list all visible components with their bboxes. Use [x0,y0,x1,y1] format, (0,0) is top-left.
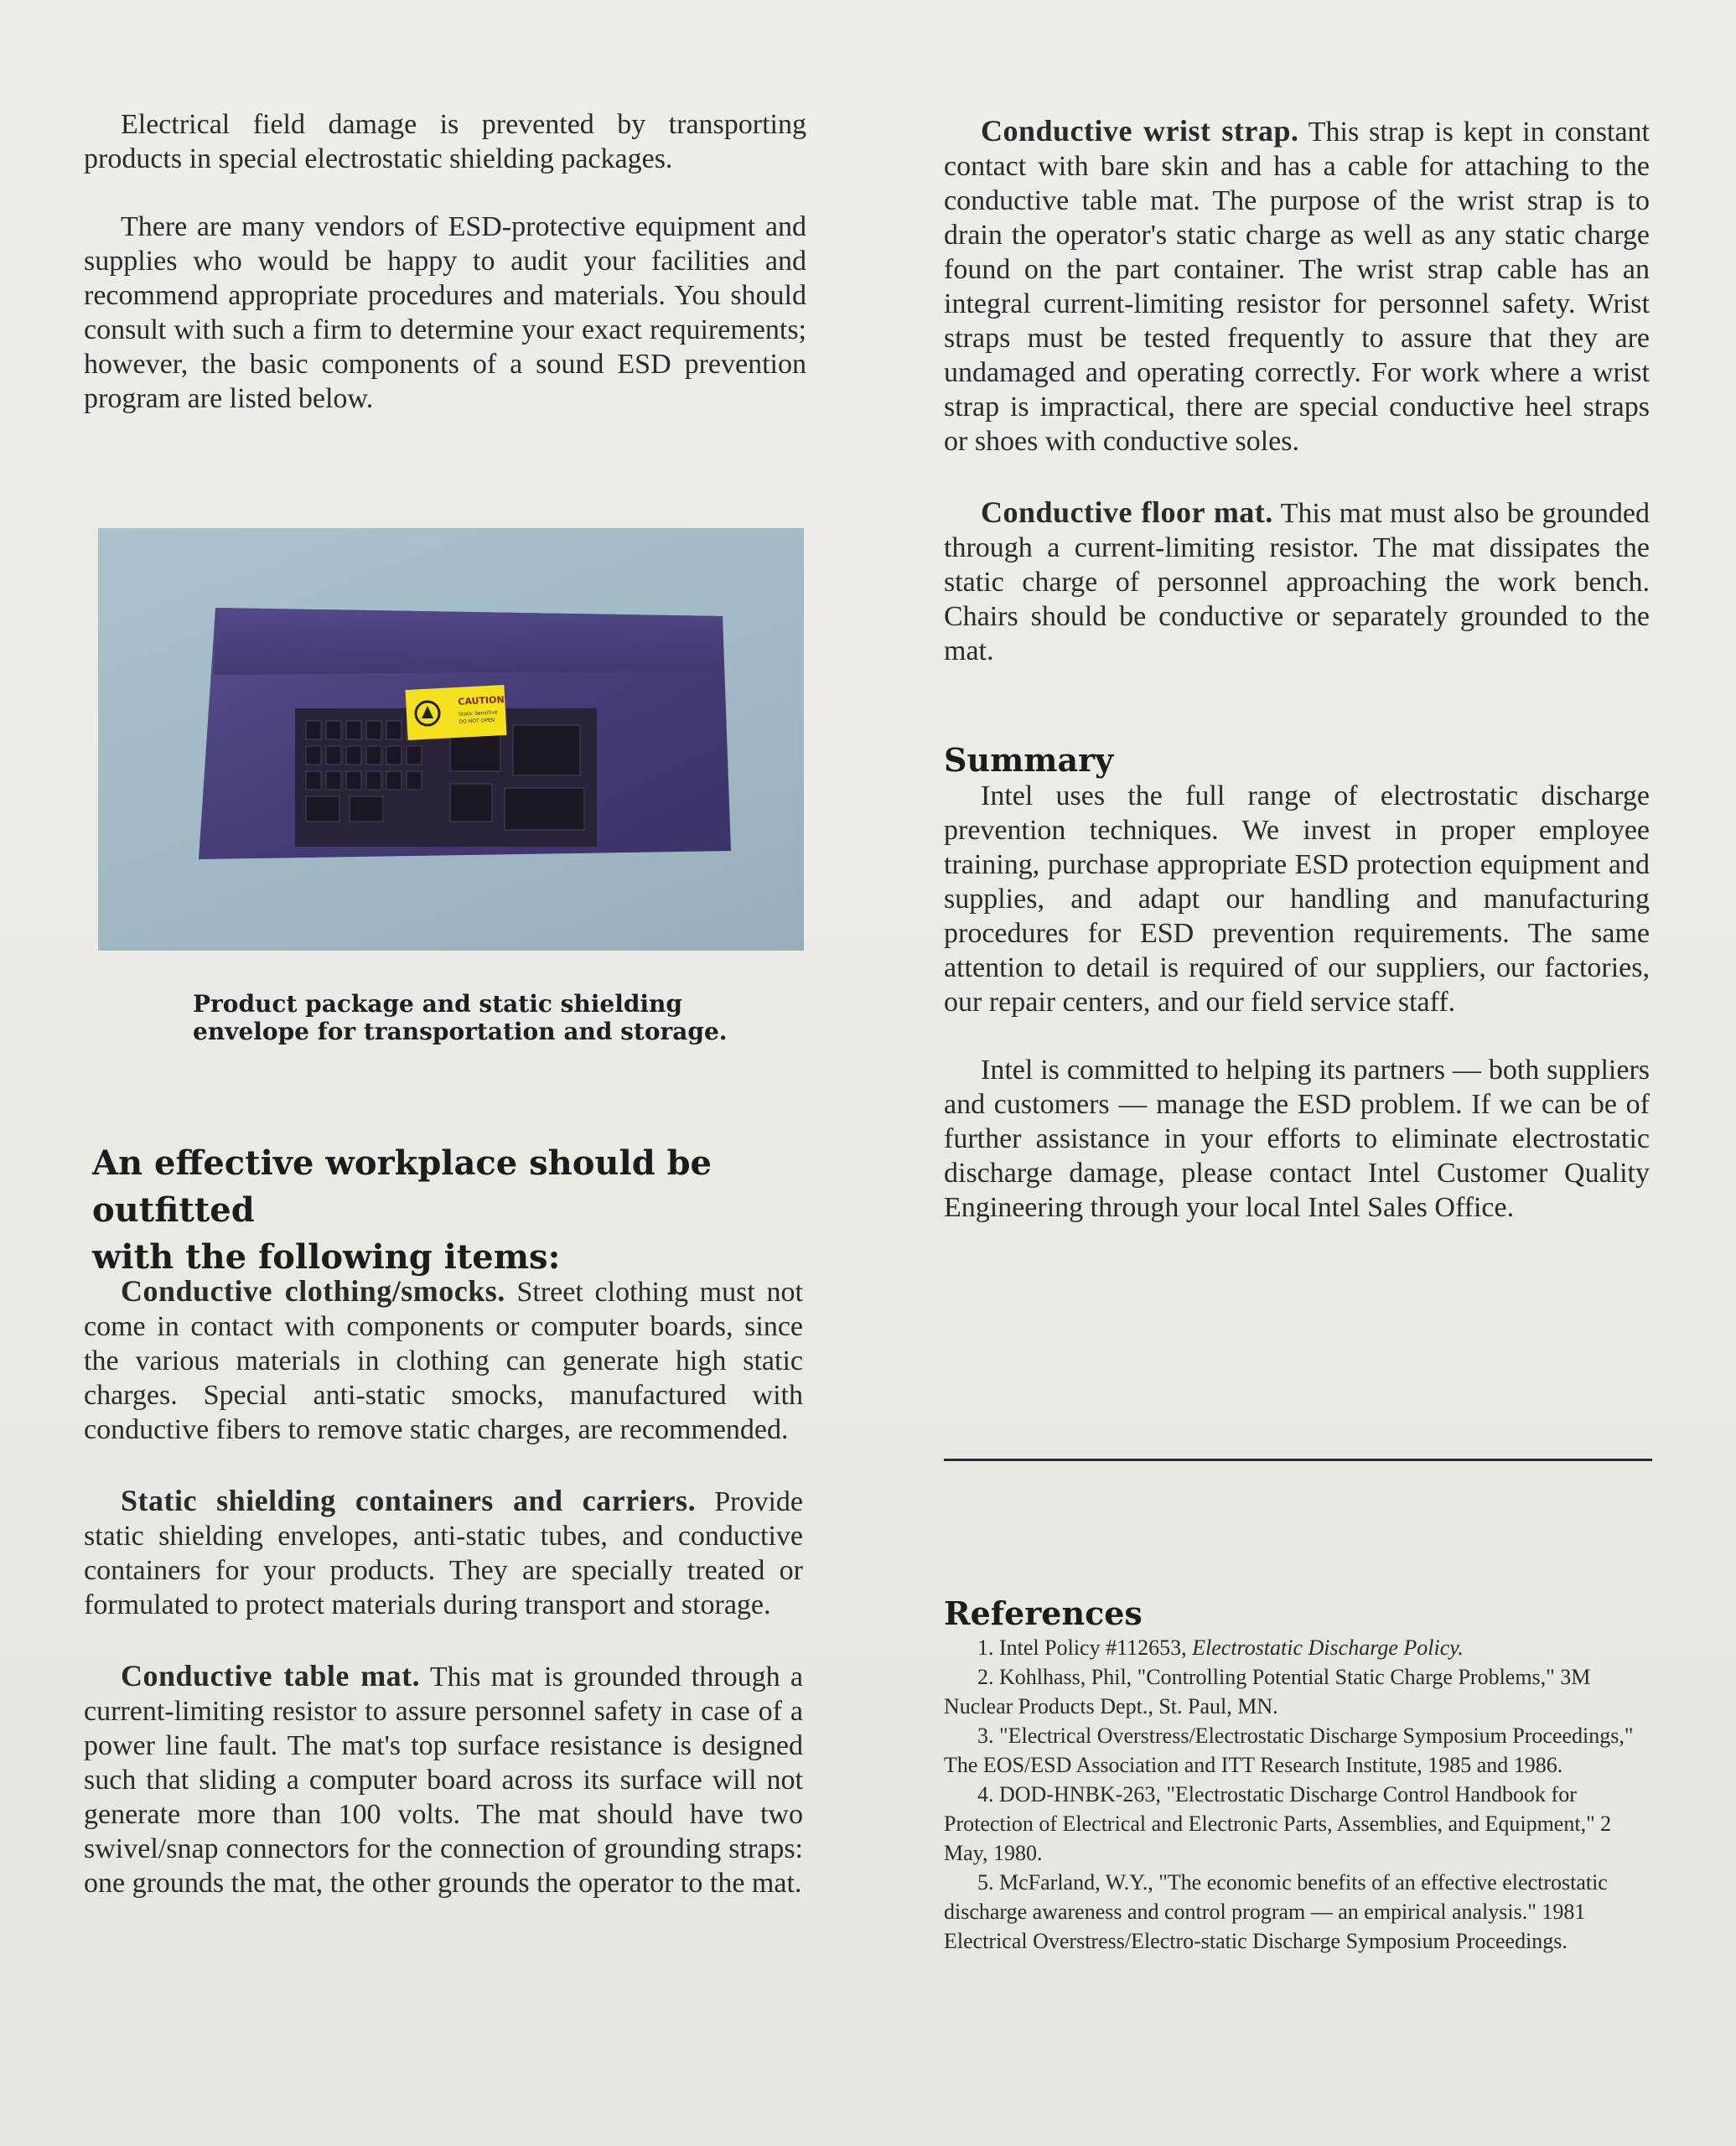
summary-paragraph-2: Intel is committed to helping its partners — both suppliers and customers — manage the ESD problem. If we can be of further assistance in your efforts to eliminate electrostatic discharge damage, please contact Intel Customer Quality Engineering through your local Intel Sales Office. [944,1055,1650,1223]
item-wrist-strap [944,114,1650,459]
envelope-illustration [98,528,804,951]
reference-1 [944,1633,1652,1662]
references-section [944,1594,1652,1956]
summary-title: Summary [944,741,1114,779]
caution-label-line3: DO NOT OPEN [459,717,495,725]
item-clothing-title: Conductive clothing/smocks. [121,1274,505,1308]
item-containers-title: Static shielding containers and carriers. [121,1484,697,1517]
caption-line-2: envelope for transportation and storage. [193,1018,728,1045]
reference-3: 3. "Electrical Overstress/Electrostatic Discharge Symposium Proceedings," The EOS/ESD Association and ITT Research Institute, 1985 and 1986. [944,1724,1634,1777]
item-table-mat [84,1659,803,1900]
intro-paragraph-2: There are many vendors of ESD-protective equipment and supplies who would be happy to audit your facilities and recommend appropriate procedures and materials. You should consult with such a firm to determine your exact requirements; however, the basic components of a sound ESD prevention program are listed below. [84,211,806,414]
item-floor-mat-text: This mat must also be grounded through a current-limiting resistor. The mat dissipates the static charge of personnel approaching the work bench. Chairs should be conductive or separately grounded to the mat. [944,498,1650,666]
item-clothing [84,1274,803,1447]
caption-line-1: Product package and static shielding [193,990,682,1018]
references-title: References [944,1594,1143,1632]
section-divider [944,1459,1652,1461]
reference-1-text: 1. Intel Policy #112653, [977,1635,1193,1660]
item-clothing-text: Street clothing must not come in contact with components or computer boards, since the various materials in clothing can generate high static charges. Special anti-static smocks, manufactured with conductive fibers to remove static charges, are recommended. [84,1277,803,1445]
intro-column [84,107,806,416]
caution-label-title: CAUTION [458,693,505,708]
item-wrist-strap-text: This strap is kept in constant contact with bare skin and has a cable for attaching to the conductive table mat. The purpose of the wrist strap is to drain the operator's static charge as well as any static charge found on the part container. The wrist strap cable has an integral current-limiting resistor for personnel safety. Wrist straps must be tested frequently to assure that they are undamaged and operating correctly. For work where a wrist strap is impractical, there are special conductive heel straps or shoes with conductive soles. [944,117,1650,457]
items-column [84,1274,803,1900]
intro-paragraph-1: Electrical field damage is prevented by transporting products in special electrostatic shielding packages. [84,109,806,174]
right-column [944,114,1650,1225]
product-package-photo [98,528,804,951]
envelope-flap [214,608,723,675]
summary-section [944,742,1650,1225]
workplace-heading [92,1140,813,1281]
item-wrist-strap-title: Conductive wrist strap. [981,114,1299,148]
reference-2: 2. Kohlhass, Phil, "Controlling Potential Static Charge Problems," 3M Nuclear Products Dept., St. Paul, MN. [944,1665,1591,1718]
reference-1-title: Electrostatic Discharge Policy. [1192,1635,1464,1660]
reference-4: 4. DOD-HNBK-263, "Electrostatic Discharge Control Handbook for Protection of Electrical and Electronic Parts, Assemblies, and Equipment," 2 May, 1980. [944,1782,1612,1865]
item-floor-mat-title: Conductive floor mat. [981,495,1273,529]
item-containers-text: Provide static shielding envelopes, anti-static tubes, and conductive containers for your products. They are specially treated or formulated to protect materials during transport and storage. [84,1486,803,1620]
reference-5: 5. McFarland, W.Y., "The economic benefits of an effective electrostatic discharge awareness and control program — an empirical analysis." 1981 Electrical Overstress/Electro-static Discharge Symposium Proceedings. [944,1870,1608,1953]
summary-paragraph-1: Intel uses the full range of electrostatic discharge prevention techniques. We invest in proper employee training, purchase appropriate ESD protection equipment and supplies, and adapt our handling and manufacturing procedures for ESD prevention requirements. The same attention to detail is required of our suppliers, our factories, our repair centers, and our field service staff. [944,780,1650,1018]
item-table-mat-title: Conductive table mat. [121,1659,421,1692]
workplace-heading-line-2: with the following items: [92,1237,561,1277]
item-containers [84,1484,803,1622]
caution-label-line2: Static Sensitive [458,709,498,718]
photo-caption [193,990,780,1045]
workplace-heading-line-1: An effective workplace should be outfitted [92,1143,713,1230]
item-floor-mat [944,495,1650,668]
item-table-mat-text: This mat is grounded through a current-limiting resistor to assure personnel safety in case of a power line fault. The mat's top surface resistance is designed such that sliding a computer board across its surface will not generate more than 100 volts. The mat should have two swivel/snap connectors for the connection of grounding straps: one grounds the mat, the other grounds the operator to the mat. [84,1661,803,1899]
